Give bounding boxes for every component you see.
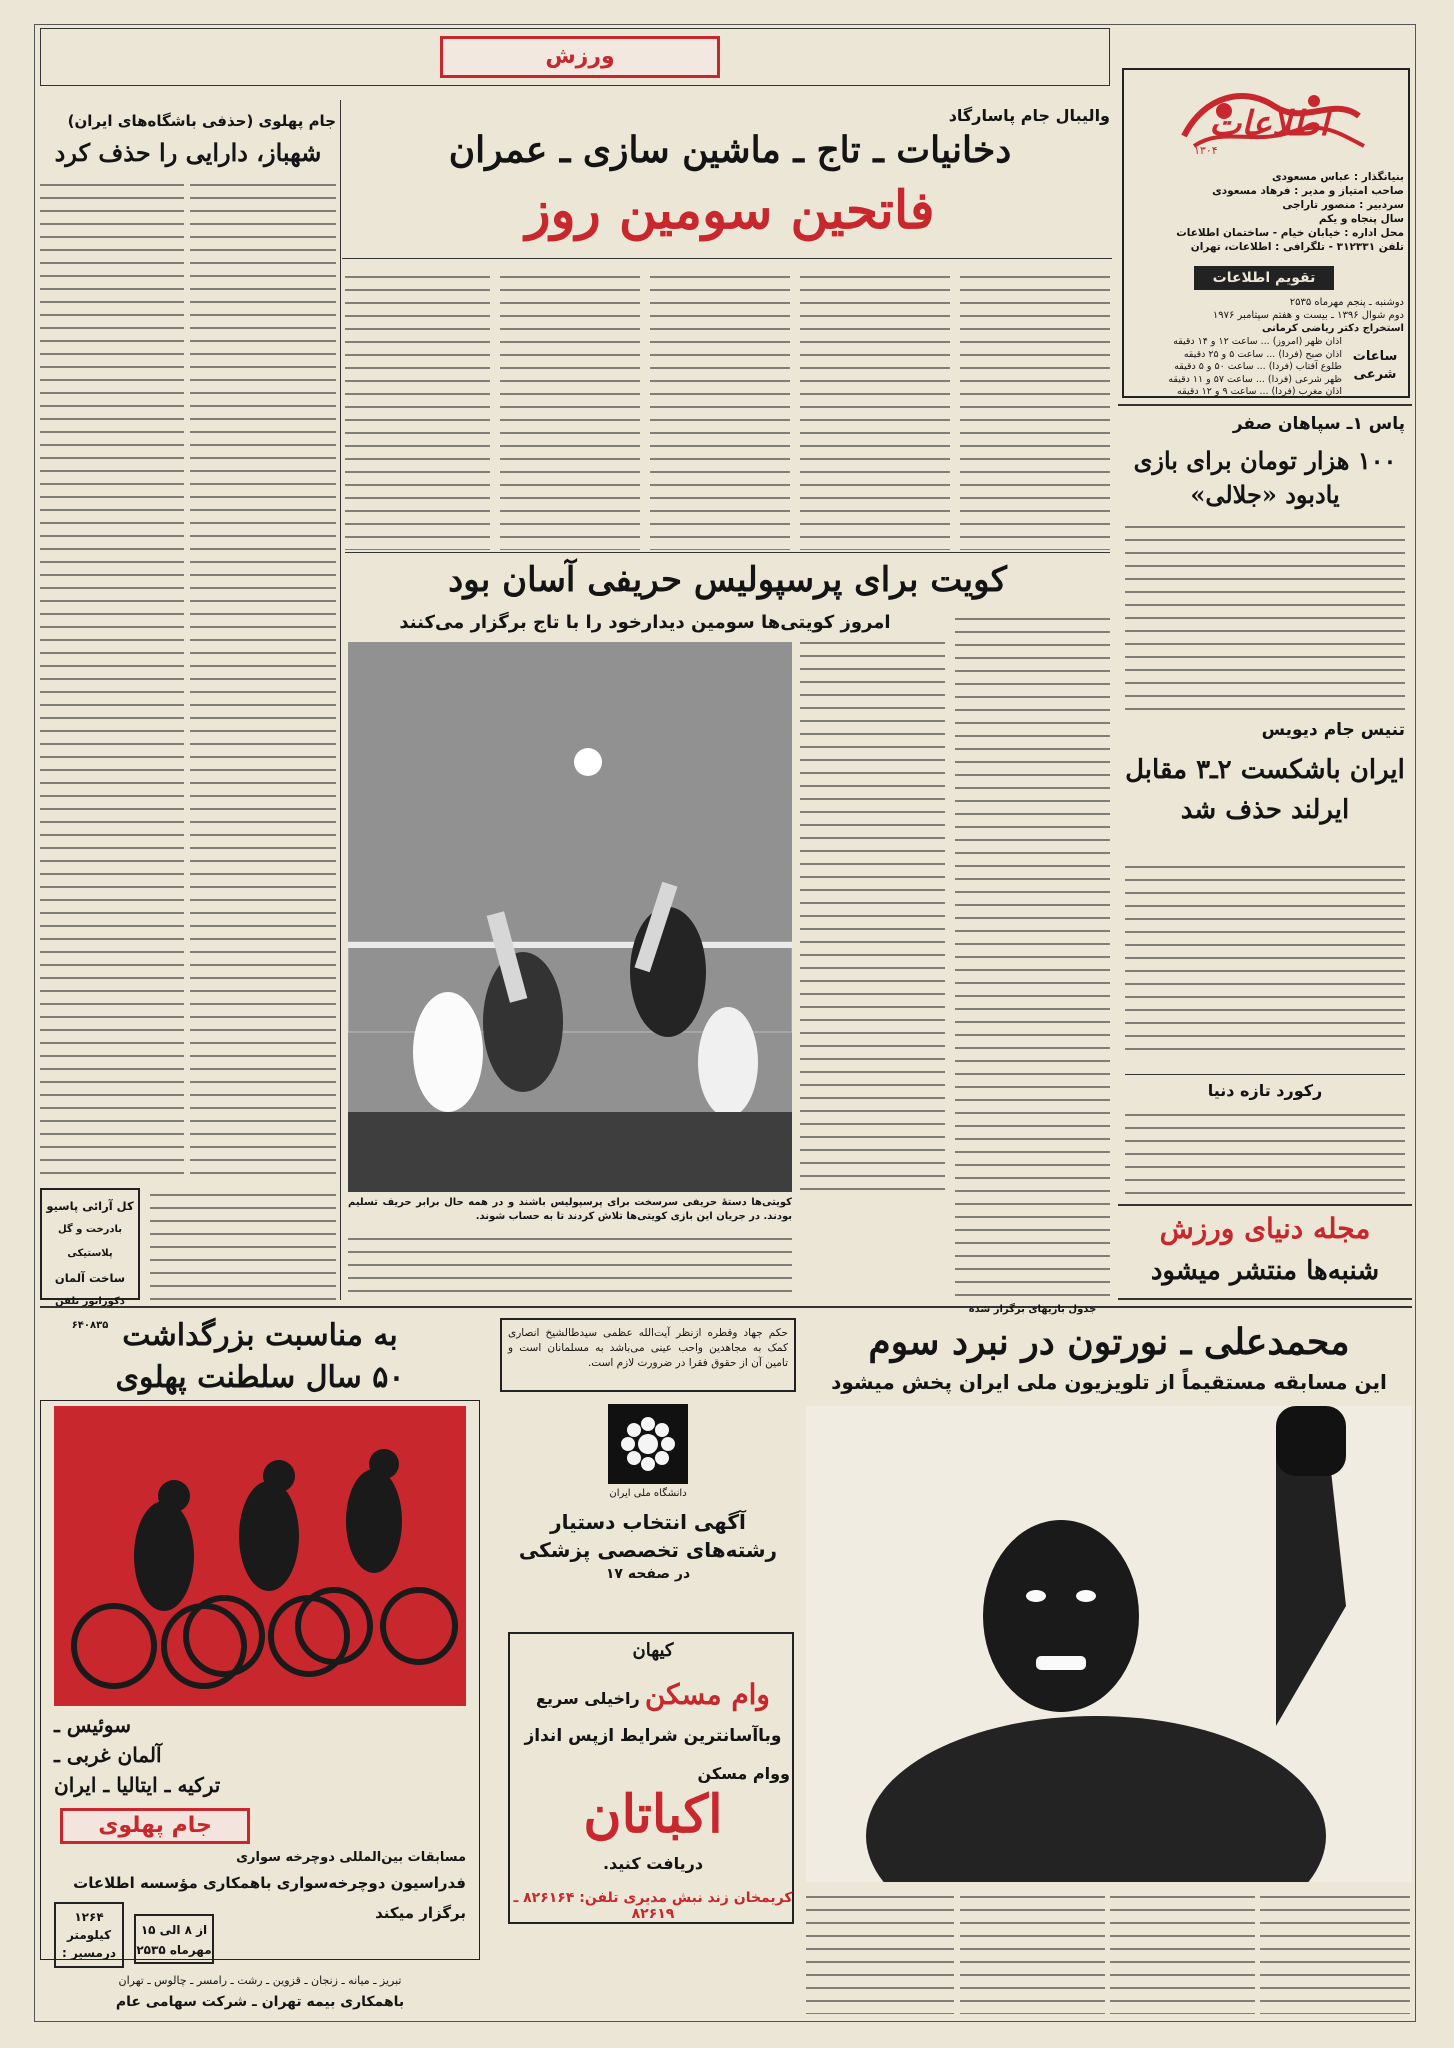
calendar-dates (1132, 296, 1404, 335)
university-title: آگهی انتخاب دستیار (550, 1510, 746, 1534)
main-story-body-col-2 (800, 270, 950, 550)
credit-line: بنیانگذار : عباس مسعودی (1272, 171, 1404, 183)
ad-lighting-line: دکوراتور تلفن ۶۴۰۸۳۵ (55, 1296, 125, 1331)
magazine-promo (1118, 1204, 1412, 1300)
ad-lighting-line: ساخت آلمان (54, 1271, 126, 1285)
credit-line: سال پنجاه و یکم (1318, 213, 1404, 225)
ad-cycling-organizer: فدراسیون دوچرخه‌سواری باهمکاری مؤسسه اطلاعات (73, 1874, 466, 1892)
distance-note: درمسیر : (61, 1946, 117, 1960)
tennis-body (1125, 860, 1405, 1060)
country-line: آلمان غربی ـ (54, 1743, 162, 1767)
ad-cycling-title: به مناسبت بزرگداشت (122, 1318, 398, 1353)
university-title-2: رشته‌های تخصصی پزشکی (518, 1538, 778, 1562)
right-col-rule (1118, 404, 1412, 406)
ad-cycling-cup: جام پهلوی (60, 1808, 250, 1844)
ad-loan (508, 1632, 794, 1924)
credit-line: سردبیر : منصور تاراجی (1282, 199, 1404, 211)
prayer-time: اذان ظهر (امروز) ... ساعت ۱۲ و ۱۴ دقیقه (1173, 336, 1342, 347)
loan-line-2: وباآسانترین شرایط ازپس انداز (524, 1726, 782, 1746)
tennis-kicker: تنیس جام دیویس (1261, 720, 1405, 740)
credit-line: تلفن ۳۱۲۳۳۱ - تلگرافی : اطلاعات، تهران (1190, 241, 1404, 253)
country-line: ترکیه ـ ایتالیا ـ ایران (54, 1773, 221, 1797)
prayer-times (1132, 336, 1342, 399)
date-line: دوم شوال ۱۳۹۶ ـ بیست و هفتم سپتامبر ۱۹۷۶ (1212, 310, 1404, 321)
volleyball-photo (348, 642, 792, 1192)
magazine-title: مجله دنیای ورزش (1159, 1212, 1371, 1245)
distance-value: ۱۲۶۴ (74, 1910, 104, 1924)
prayer-label: ساعات شرعی (1352, 349, 1398, 382)
dates-range: از ۸ الی ۱۵ (140, 1923, 208, 1937)
prayer-time: ظهر شرعی (فردا) ... ساعت ۵۷ و ۱۱ دقیقه (1168, 373, 1342, 385)
date-line: دوشنبه ـ پنجم مهرماه ۲۵۳۵ (1289, 297, 1404, 308)
loan-footer: کریمخان زند نبش مدیری تلفن: ۸۲۶۱۶۴ ـ ۸۲۶۱۹ (513, 1890, 793, 1922)
loan-line-3: ووام مسکن (697, 1764, 790, 1783)
ad-cycling-title-2: ۵۰ سال سلطنت پهلوی (115, 1360, 405, 1395)
prayer-time: اذان مغرب (فردا) ... ساعت ۹ و ۱۲ دقیقه (1177, 386, 1342, 397)
ad-lighting-line: کل آرائی پاسیو (46, 1199, 134, 1213)
loan-brand-top: کیهان (632, 1640, 674, 1661)
country-line: سوئیس ـ (54, 1713, 132, 1737)
main-headline-2: فاتحین سومین روز (525, 180, 935, 241)
logo-year: ۱۳۰۴ (1194, 144, 1218, 157)
ad-university (500, 1402, 796, 1602)
left-bottom-col (150, 1188, 336, 1300)
prayer-time: طلوع آفتاب (فردا) ... ساعت ۵۰ و ۵ دقیقه (1174, 361, 1342, 372)
kuwait-headline: کویت برای پرسپولیس حریفی آسان بود (345, 552, 1110, 603)
ali-body-col-3 (960, 1890, 1105, 2014)
logo-text: اطلاعات (1209, 104, 1329, 144)
university-emblem-icon (608, 1404, 688, 1484)
ali-body-col-4 (806, 1890, 954, 2014)
kuwait-subhead: امروز کویتی‌ها سومین دیدارخود را با تاج برگزار می‌کنند (399, 612, 891, 633)
kuwait-bottom-col (348, 1232, 792, 1302)
kuwait-body-col (955, 612, 1110, 1302)
main-story-body-col-1 (960, 270, 1110, 550)
pas-headline: پاس ۱ـ سپاهان صفر (1232, 414, 1405, 434)
loan-line-4: دریافت کنید. (602, 1854, 704, 1873)
mid-rule (40, 1306, 1412, 1308)
ali-body-col-2 (1110, 1890, 1255, 2014)
left-body-col-2 (40, 178, 184, 1178)
ali-body-col-1 (1260, 1890, 1410, 2014)
masthead-credits (1132, 170, 1404, 254)
calendar-title: تقویم اطلاعات (1194, 266, 1334, 290)
ad-cycling-route: تبریز ـ میانه ـ زنجان ـ قزوین ـ رشت ـ رامسر ـ چالوس ـ تهران (118, 1974, 402, 1987)
main-story-body-col-3 (650, 270, 790, 550)
loan-brand: اکباتان (583, 1784, 723, 1845)
left-body-col-1 (190, 178, 336, 1178)
credit-line: صاحب امتیاز و مدیر : فرهاد مسعودی (1212, 185, 1404, 197)
boxer-icon (806, 1406, 1412, 1882)
left-kicker: جام پهلوی (حذفی باشگاه‌های ایران) (67, 112, 336, 130)
main-headline: دخانیات ـ تاج ـ ماشین سازی ـ عمران (448, 129, 1012, 171)
volleyball-players-icon (348, 642, 792, 1192)
ad-lighting (40, 1188, 140, 1331)
left-headline: شهباز، دارایی را حذف کرد (54, 138, 322, 167)
left-col-rule (340, 100, 341, 1300)
dates-month: مهرماه ۲۵۳۵ (136, 1943, 212, 1957)
ad-lighting-line: بادرخت و گل پلاستیکی (57, 1224, 123, 1259)
masthead (1122, 68, 1410, 398)
pas-body (1125, 520, 1405, 710)
ad-cycling-race: مسابقات بین‌المللی دوچرخه سواری (236, 1850, 466, 1865)
kuwait-caption: کویتی‌ها دستهٔ حریفی سرسخت برای پرسپولیس باشند و در همه حال برابر حریف تسلیم بودند. در جریان این بازی کویتی‌ها تلاش کردند تا به حساب شوند. (348, 1197, 792, 1222)
record-headline: رکورد تازه دنیا (1125, 1074, 1405, 1100)
credit-line: محل اداره : خیابان خیام - ساختمان اطلاعات (1176, 227, 1404, 239)
notice-text: حکم جهاد وقطره ازنظر آیت‌الله عظمی سیدطالشیخ انصاری کمک به مجاهدین واحب عینی می‌باشد به مسلمانان است و تامین آن از حقوق فقرا در ضرورت لازم است. (508, 1327, 788, 1369)
record-body (1125, 1108, 1405, 1198)
headline-rule (342, 258, 1112, 259)
loan-headline: وام مسکن (644, 1678, 770, 1711)
main-kicker: والیبال جام پاسارگاد (948, 106, 1110, 125)
distance-unit: کیلومتر (66, 1928, 112, 1942)
main-story-body-col-4 (500, 270, 640, 550)
pas-title: ۱۰۰ هزار تومان برای بازی یادبود «جلالی» (1133, 446, 1397, 509)
logo (1164, 76, 1374, 168)
loan-headline-row (518, 1678, 788, 1711)
ad-cycling-sponsor: باهمکاری بیمه تهران ـ شرکت سهامی عام (115, 1994, 405, 2010)
notice-box (500, 1318, 796, 1392)
ad-cycling-held: برگزار میکند (375, 1904, 466, 1922)
ali-headline: محمدعلی ـ نورتون در نبرد سوم (868, 1321, 1350, 1363)
table-caption: جدول بازیهای برگزار شده (968, 1304, 1097, 1315)
ad-cycling-frame (40, 1400, 480, 1960)
kuwait-body-col-2 (800, 636, 945, 1196)
university-org: دانشگاه ملی ایران (609, 1488, 687, 1499)
prayer-time: اذان صبح (فردا) ... ساعت ۵ و ۲۵ دقیقه (1183, 348, 1342, 360)
ali-photo (806, 1406, 1412, 1882)
tennis-headline: ایران باشکست ۲ـ۳ مقابل ایرلند حذف شد (1125, 755, 1405, 825)
main-story-body-col-5 (345, 270, 490, 550)
section-label: ورزش (440, 36, 720, 78)
university-page: در صفحه ۱۷ (605, 1566, 691, 1582)
prayer-title: استخراج دکتر ریاضی کرمانی (1261, 323, 1404, 334)
ali-subhead: این مسابقه مستقیماً از تلویزیون ملی ایران پخش میشود (831, 1370, 1387, 1394)
loan-headline-suffix: راخیلی سریع (536, 1689, 640, 1708)
magazine-subtitle: شنبه‌ها منتشر میشود (1150, 1256, 1380, 1286)
